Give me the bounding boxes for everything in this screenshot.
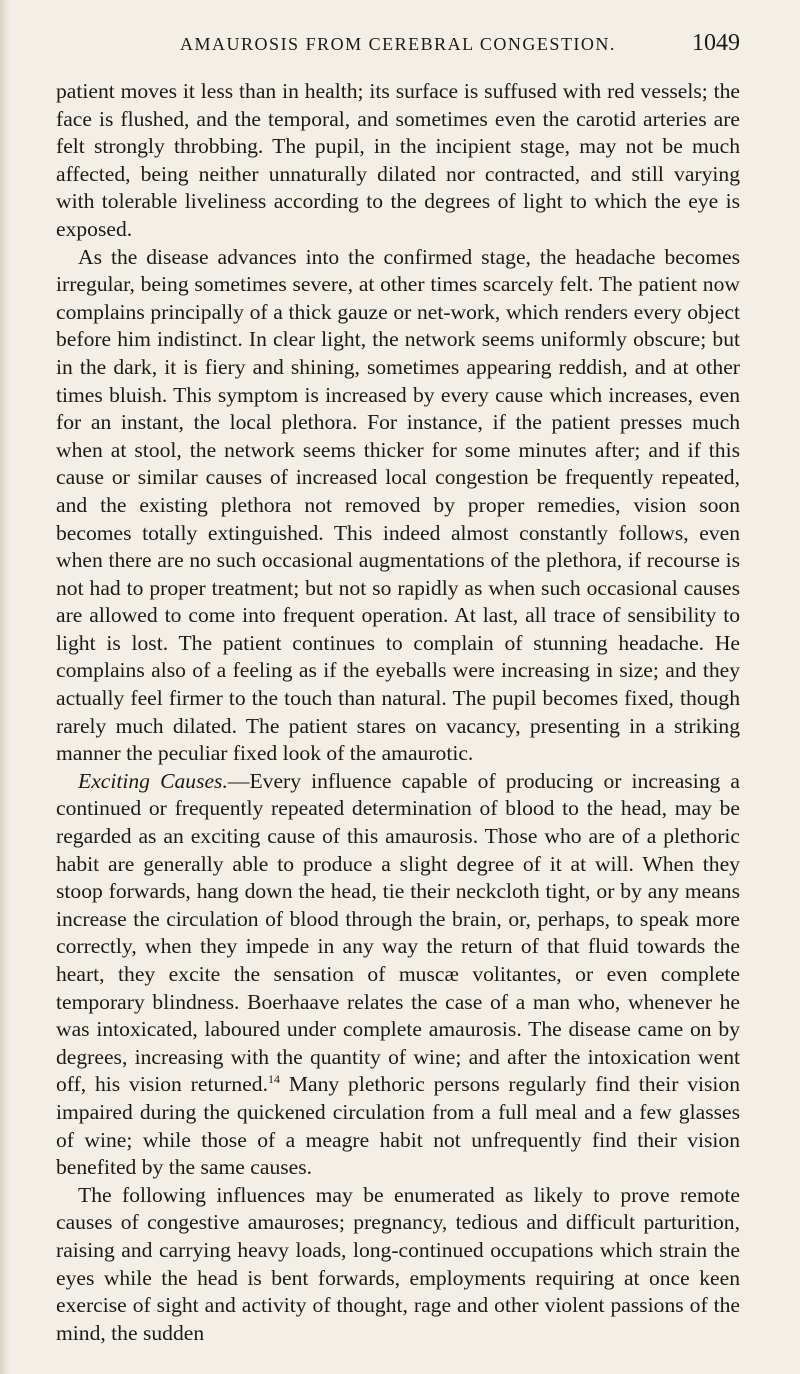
run-in-heading: Exciting Causes. — [78, 768, 228, 793]
paragraph-2: As the disease advances into the confirmed stage, the headache becomes irregular, being sometimes severe, at other times scarcely felt. The patient now complains principally of a thick gauze or net-work, which renders every object before him indistinct. In clear light, the network seems uniformly obscure; but in the dark, it is fiery and shining, sometimes appearing reddish, and at other times bluish. This symptom is increased by every cause which increases, even for an instant, the local plethora. For instance, if the patient presses much when at stool, the network seems thicker for some minutes after; and if this cause or similar causes of increased local congestion be frequently repeated, and the existing plethora not removed by proper remedies, vision soon becomes totally extinguished. This indeed almost constantly follows, even when there are no such occasional augmentations of the plethora, if recourse is not had to proper treatment; but not so rapidly as when such occasional causes are allowed to come into frequent operation. At last, all trace of sensibility to light is lost. The patient continues to complain of stunning headache. He complains also of a feeling as if the eyeballs were increasing in size; and they actually feel firmer to the touch than natural. The pupil becomes fixed, though rarely much dilated. The patient stares on vacancy, presenting in a striking manner the peculiar fixed look of the amaurotic. — [56, 244, 740, 766]
page-header — [56, 28, 740, 60]
paragraph-4: The following influences may be enumerated as likely to prove remote causes of congestive amauroses; pregnancy, tedious and difficult parturition, raising and carrying heavy loads, long-continued occupations which strain the eyes while the head is bent forwards, employments requiring at once keen exercise of sight and activity of thought, rage and other violent passions of the mind, the sudden — [56, 1182, 740, 1345]
page-gutter-shadow — [0, 0, 10, 1374]
page-number: 1049 — [692, 30, 740, 56]
footnote-ref: 14 — [268, 1072, 281, 1087]
paragraph-3 — [56, 768, 740, 1182]
paragraph-3-text: —Every influence capable of producing or increasing a continued or frequently repeated determination of blood to the head, may be regarded as an exciting cause of this amaurosis. Those who are of a plethoric habit are generally able to produce a slight degree of it at will. When they stoop forwards, hang down the head, tie their neckcloth tight, or by any means increase the circulation of blood through the brain, or, perhaps, to speak more correctly, when they impede in any way the return of that fluid towards the heart, they excite the sensation of muscæ volitantes, or even complete temporary blindness. Boerhaave relates the case of a man who, whenever he was intoxicated, laboured under complete amaurosis. The disease came on by degrees, increasing with the quantity of wine; and after the intoxication went off, his vision returned. — [56, 768, 741, 1097]
running-head: AMAUROSIS FROM CEREBRAL CONGESTION. — [180, 34, 616, 54]
paragraph-1: patient moves it less than in health; its surface is suffused with red vessels; the face is flushed, and the temporal, and sometimes even the carotid arteries are felt strongly throbbing. The pupil, in the incipient stage, may not be much affected, being neither unnaturally dilated nor contracted, and still varying with tolerable liveliness according to the degrees of light to which the eye is exposed. — [56, 79, 740, 241]
body-text — [56, 78, 740, 1347]
paragraph-3-text-after: Many plethoric persons regularly find their vision impaired during the quickened circulation from a full meal and a few glasses of wine; while those of a meagre habit not unfrequently find their vision benefited by the same causes. — [56, 1072, 740, 1180]
